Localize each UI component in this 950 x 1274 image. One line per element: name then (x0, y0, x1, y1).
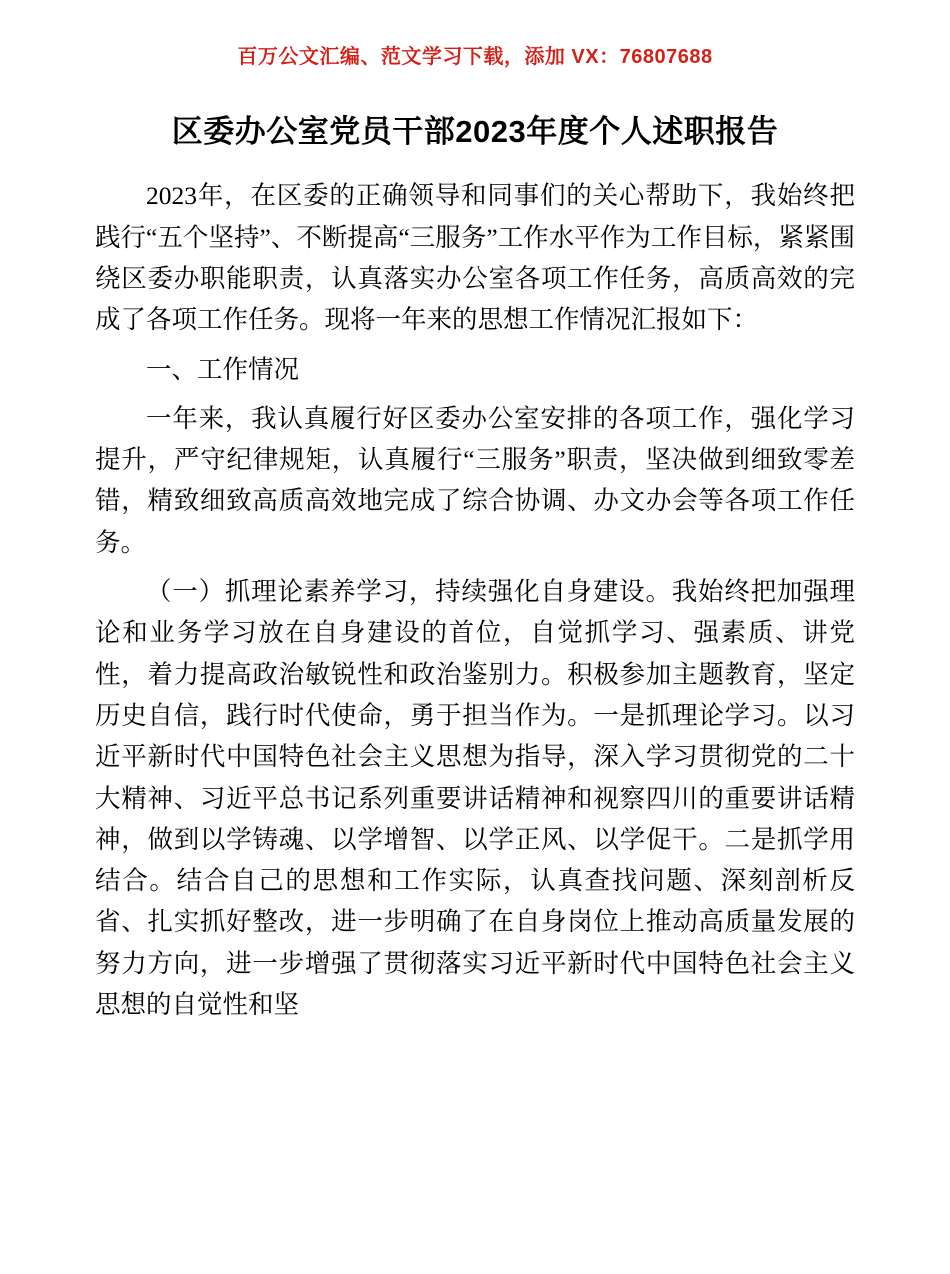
paragraph-intro: 2023年，在区委的正确领导和同事们的关心帮助下，我始终把践行“五个坚持”、不断提高“三服务”工作水平作为工作目标，紧紧围绕区委办职能职责，认真落实办公室各项工作任务，高质高效的完成了各项工作任务。现将一年来的思想工作情况汇报如下： (95, 181, 855, 335)
paragraph-work-summary: 一年来，我认真履行好区委办公室安排的各项工作，强化学习提升，严守纪律规矩，认真履行“三服务”职责，坚决做到细致零差错，精致细致高质高效地完成了综合协调、办文办会等各项工作任务。 (95, 403, 855, 557)
page-title: 区委办公室党员干部2023年度个人述职报告 (171, 114, 779, 149)
section-heading-work-situation: 一、工作情况 (146, 354, 300, 384)
paragraph-theory-study: （一）抓理论素养学习，持续强化自身建设。我始终把加强理论和业务学习放在自身建设的首位，自觉抓学习、强素质、讲党性，着力提高政治敏锐性和政治鉴别力。积极参加主题教育，坚定历史自信，践行时代使命，勇于担当作为。一是抓理论学习。以习近平新时代中国特色社会主义思想为指导，深入学习贯彻党的二十大精神、习近平总书记系列重要讲话精神和视察四川的重要讲话精神，做到以学铸魂、以学增智、以学正风、以学促干。二是抓学用结合。结合自己的思想和工作实际，认真查找问题、深刻剖析反省、扎实抓好整改，进一步明确了在自身岗位上推动高质量发展的努力方向，进一步增强了贯彻落实习近平新时代中国特色社会主义思想的自觉性和坚 (95, 577, 855, 1020)
watermark-banner: 百万公文汇编、范文学习下载，添加 VX：76807688 (237, 46, 713, 68)
document-body (95, 175, 855, 1025)
document-page (0, 44, 950, 1274)
